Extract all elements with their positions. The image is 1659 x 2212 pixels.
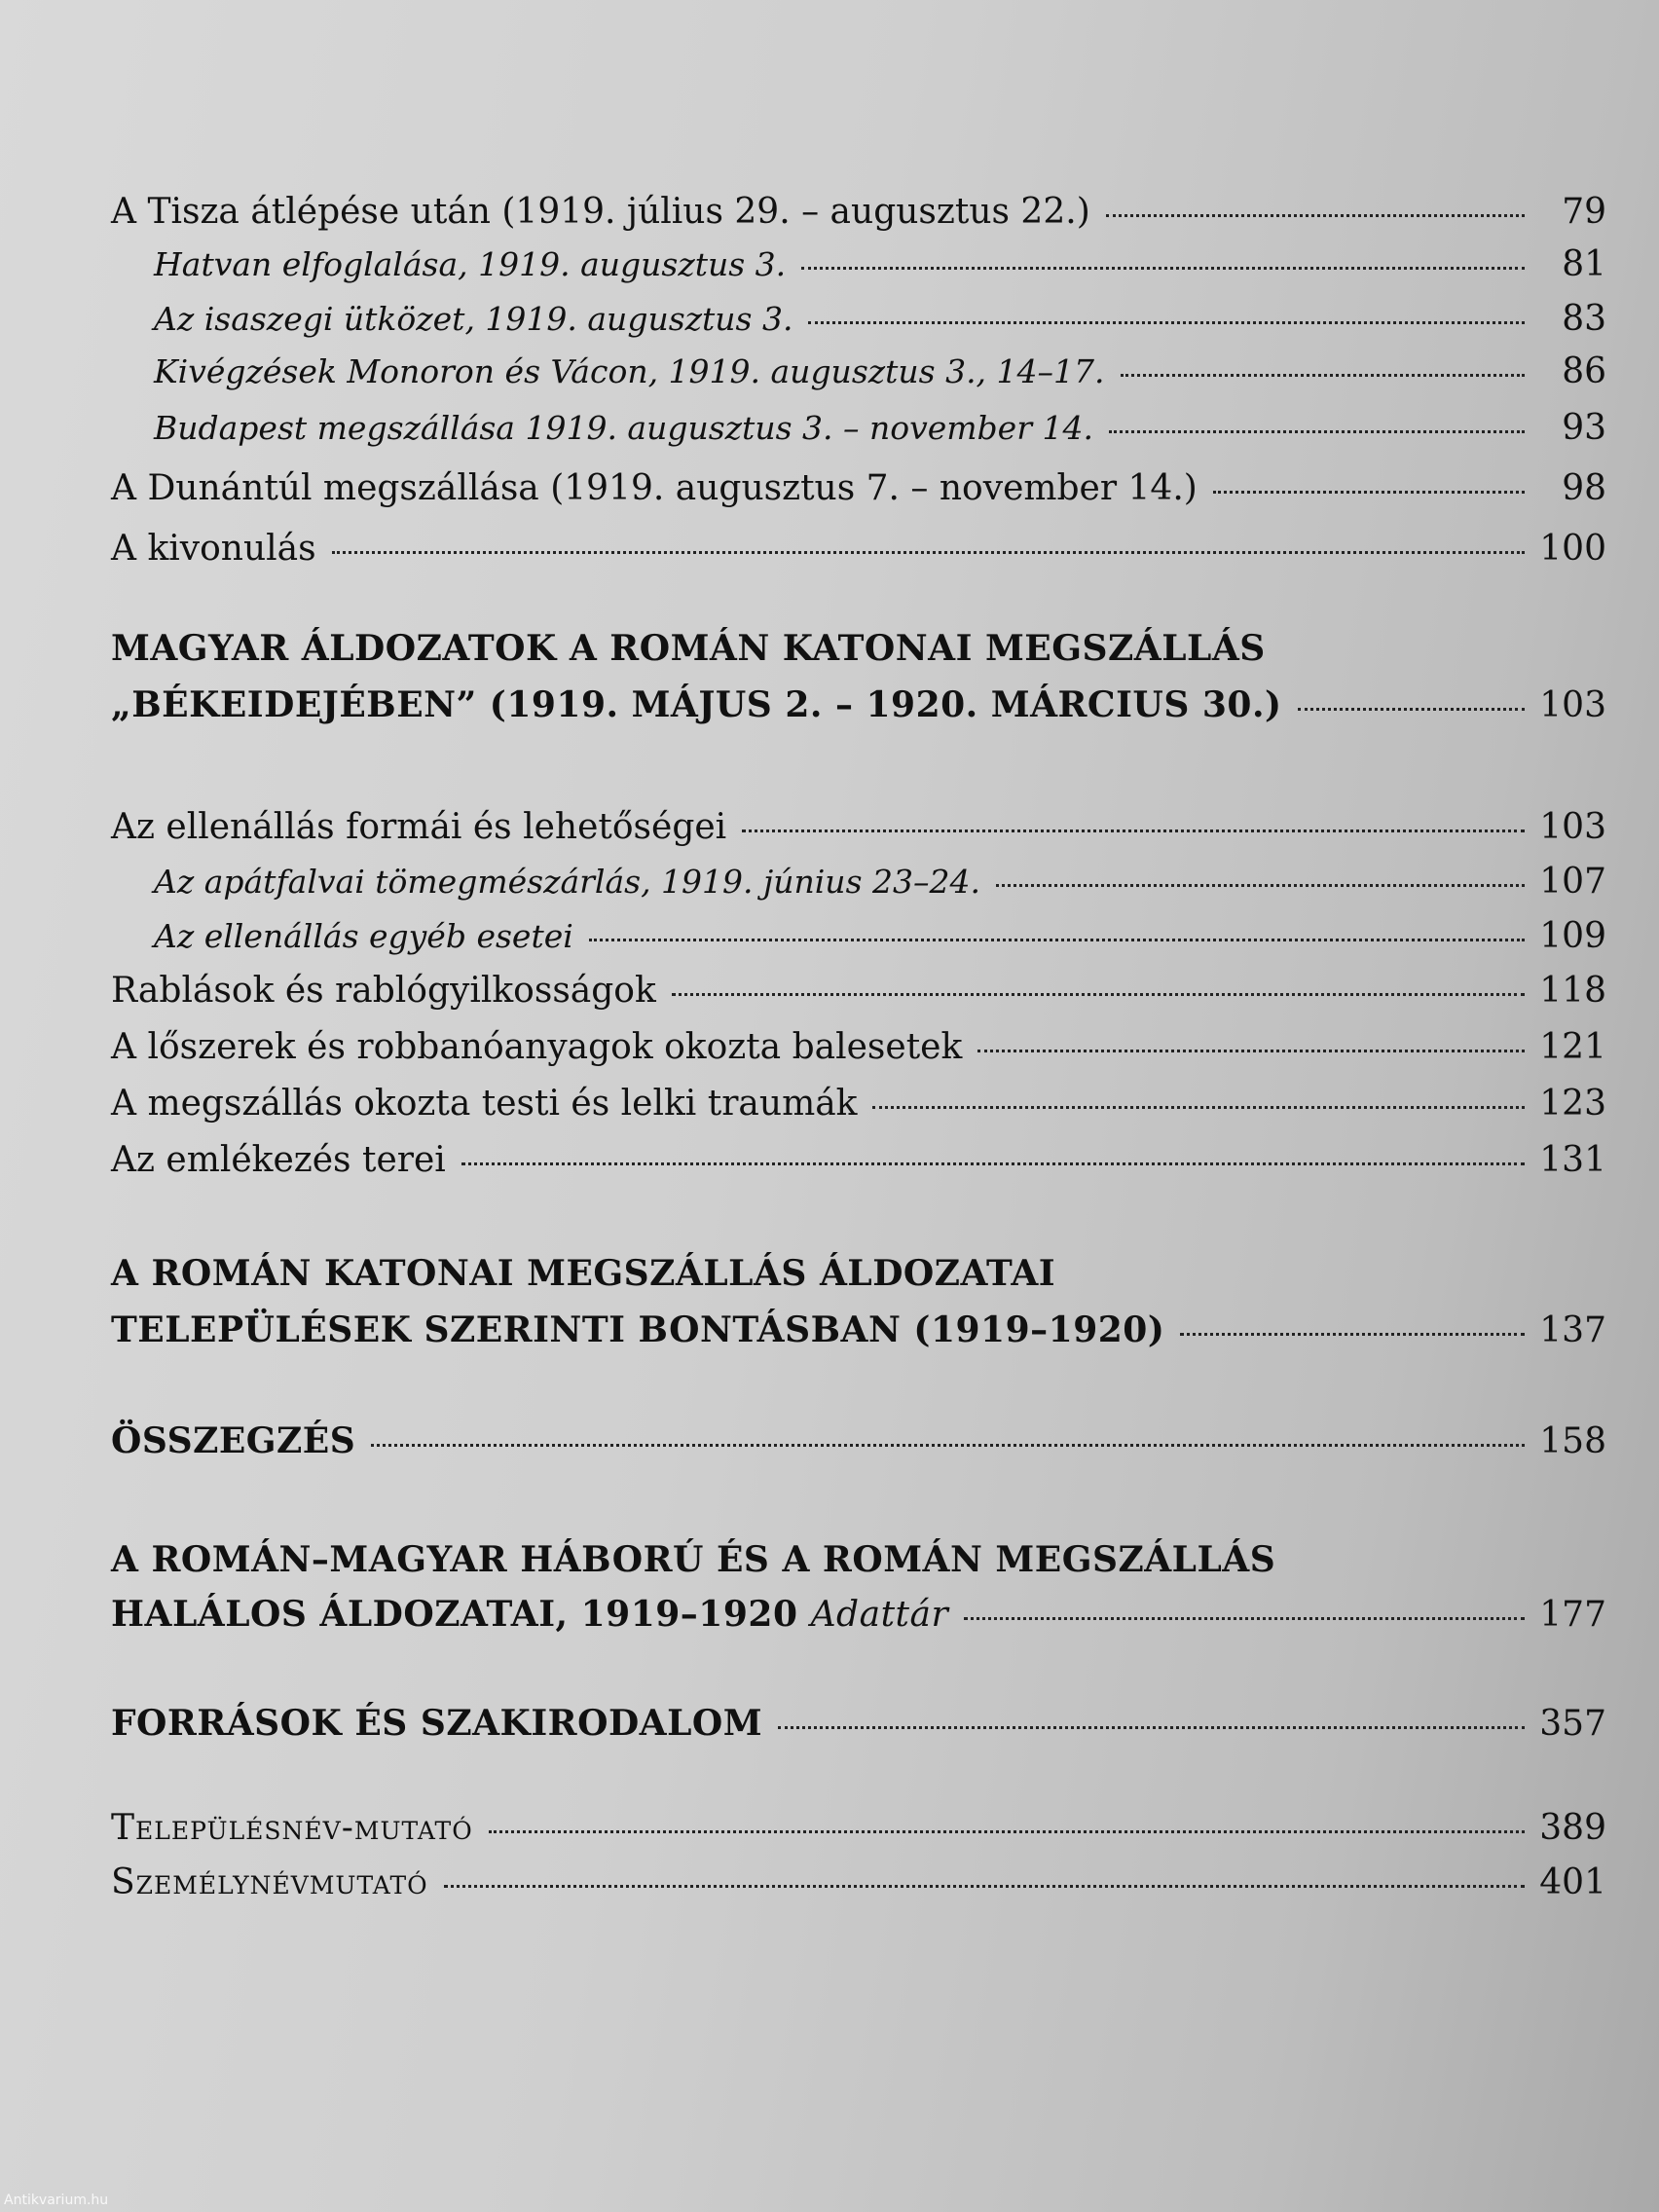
toc-entry xyxy=(111,191,1606,234)
entry-title: Hatvan elfoglalása, 1919. augusztus 3. xyxy=(154,245,787,283)
dot-leader xyxy=(1298,708,1525,711)
toc-entry xyxy=(111,1807,1606,1850)
entry-title-main: HALÁLOS ÁLDOZATAI, 1919–1920 xyxy=(111,1594,798,1635)
entry-title: TELEPÜLÉSEK SZERINTI BONTÁSBAN (1919–1920) xyxy=(111,1309,1165,1350)
entry-page: 121 xyxy=(1539,1027,1606,1067)
dot-leader xyxy=(977,1050,1525,1052)
entry-page: 401 xyxy=(1539,1862,1606,1902)
entry-title: A lőszerek és robbanóanyagok okozta balesetek xyxy=(111,1027,963,1067)
entry-page: 357 xyxy=(1539,1704,1606,1744)
dot-leader xyxy=(996,884,1525,887)
entry-title xyxy=(111,1593,948,1637)
entry-title: ÖSSZEGZÉS xyxy=(111,1420,356,1461)
dot-leader xyxy=(589,939,1525,941)
toc-subentry xyxy=(111,861,1606,903)
entry-page: 158 xyxy=(1539,1421,1606,1461)
entry-page: 109 xyxy=(1539,916,1606,956)
toc-entry xyxy=(111,806,1606,849)
entry-page: 118 xyxy=(1539,971,1606,1011)
dot-leader xyxy=(332,551,1525,554)
toc-subentry xyxy=(111,298,1606,341)
toc-entry xyxy=(111,528,1606,571)
dot-leader xyxy=(1109,430,1525,433)
section-heading xyxy=(111,1702,1606,1746)
entry-title: A Dunántúl megszállása (1919. augusztus 7. – november 14.) xyxy=(111,468,1198,508)
dot-leader xyxy=(1213,491,1525,494)
entry-page: 86 xyxy=(1562,351,1606,391)
dot-leader xyxy=(1121,374,1525,377)
entry-page: 131 xyxy=(1539,1140,1606,1180)
entry-title: Személynévmutató xyxy=(111,1862,428,1902)
entry-title: Az isaszegi ütközet, 1919. augusztus 3. xyxy=(154,300,793,338)
toc-subentry xyxy=(111,407,1606,450)
entry-title: Budapest megszállása 1919. augusztus 3. – november 14. xyxy=(154,409,1093,447)
entry-title: Kivégzések Monoron és Vácon, 1919. augusztus 3., 14–17. xyxy=(154,352,1105,390)
watermark: Antikvarium.hu xyxy=(4,2193,109,2208)
section-heading xyxy=(111,1419,1606,1463)
section-heading-line: A ROMÁN–MAGYAR HÁBORÚ ÉS A ROMÁN MEGSZÁLLÁS xyxy=(111,1539,1276,1580)
section-heading xyxy=(111,1593,1606,1637)
entry-page: 389 xyxy=(1539,1808,1606,1848)
entry-title: FORRÁSOK ÉS SZAKIRODALOM xyxy=(111,1703,763,1744)
dot-leader xyxy=(808,321,1525,324)
dot-leader xyxy=(1106,214,1525,217)
entry-title: Az ellenállás formái és lehetőségei xyxy=(111,807,727,847)
dot-leader xyxy=(371,1444,1525,1447)
entry-title: A kivonulás xyxy=(111,529,316,569)
dot-leader xyxy=(801,267,1525,270)
section-heading-line: A ROMÁN KATONAI MEGSZÁLLÁS ÁLDOZATAI xyxy=(111,1253,1056,1294)
entry-page: 98 xyxy=(1562,468,1606,508)
entry-title: Rablások és rablógyilkosságok xyxy=(111,971,656,1011)
entry-page: 123 xyxy=(1539,1084,1606,1124)
section-heading xyxy=(111,1309,1606,1352)
toc-entry xyxy=(111,1862,1606,1904)
toc-entry xyxy=(111,1026,1606,1069)
dot-leader xyxy=(964,1617,1525,1620)
entry-page: 83 xyxy=(1562,299,1606,339)
toc-entry xyxy=(111,467,1606,510)
entry-title: A Tisza átlépése után (1919. július 29. – augusztus 22.) xyxy=(111,192,1090,232)
entry-page: 93 xyxy=(1562,408,1606,448)
entry-page: 103 xyxy=(1539,685,1606,725)
entry-page: 81 xyxy=(1562,244,1606,284)
entry-title-tail: Adattár xyxy=(810,1595,949,1635)
dot-leader xyxy=(742,830,1525,832)
dot-leader xyxy=(872,1106,1525,1109)
entry-page: 100 xyxy=(1539,529,1606,569)
toc-entry xyxy=(111,970,1606,1013)
toc-subentry xyxy=(111,243,1606,286)
entry-title: Településnév-mutató xyxy=(111,1808,473,1848)
dot-leader xyxy=(778,1726,1525,1729)
entry-title: Az apátfalvai tömegmészárlás, 1919. június 23–24. xyxy=(154,863,980,901)
dot-leader xyxy=(461,1162,1525,1165)
dot-leader xyxy=(672,993,1525,996)
section-heading-line: MAGYAR ÁLDOZATOK A ROMÁN KATONAI MEGSZÁLLÁS xyxy=(111,628,1266,669)
section-heading xyxy=(111,683,1606,727)
entry-title: Az emlékezés terei xyxy=(111,1140,446,1180)
entry-page: 177 xyxy=(1539,1595,1606,1635)
entry-page: 137 xyxy=(1539,1310,1606,1350)
dot-leader xyxy=(444,1885,1525,1888)
toc-subentry xyxy=(111,350,1606,393)
entry-title: A megszállás okozta testi és lelki traumák xyxy=(111,1084,858,1124)
entry-page: 103 xyxy=(1539,807,1606,847)
toc-entry xyxy=(111,1083,1606,1125)
entry-page: 79 xyxy=(1562,192,1606,232)
entry-title: „BÉKEIDEJÉBEN” (1919. MÁJUS 2. – 1920. MÁRCIUS 30.) xyxy=(111,684,1282,725)
entry-page: 107 xyxy=(1539,862,1606,902)
toc-entry xyxy=(111,1139,1606,1182)
entry-title: Az ellenállás egyéb esetei xyxy=(154,917,573,955)
dot-leader xyxy=(1180,1333,1525,1336)
dot-leader xyxy=(489,1830,1525,1833)
toc-subentry xyxy=(111,915,1606,958)
